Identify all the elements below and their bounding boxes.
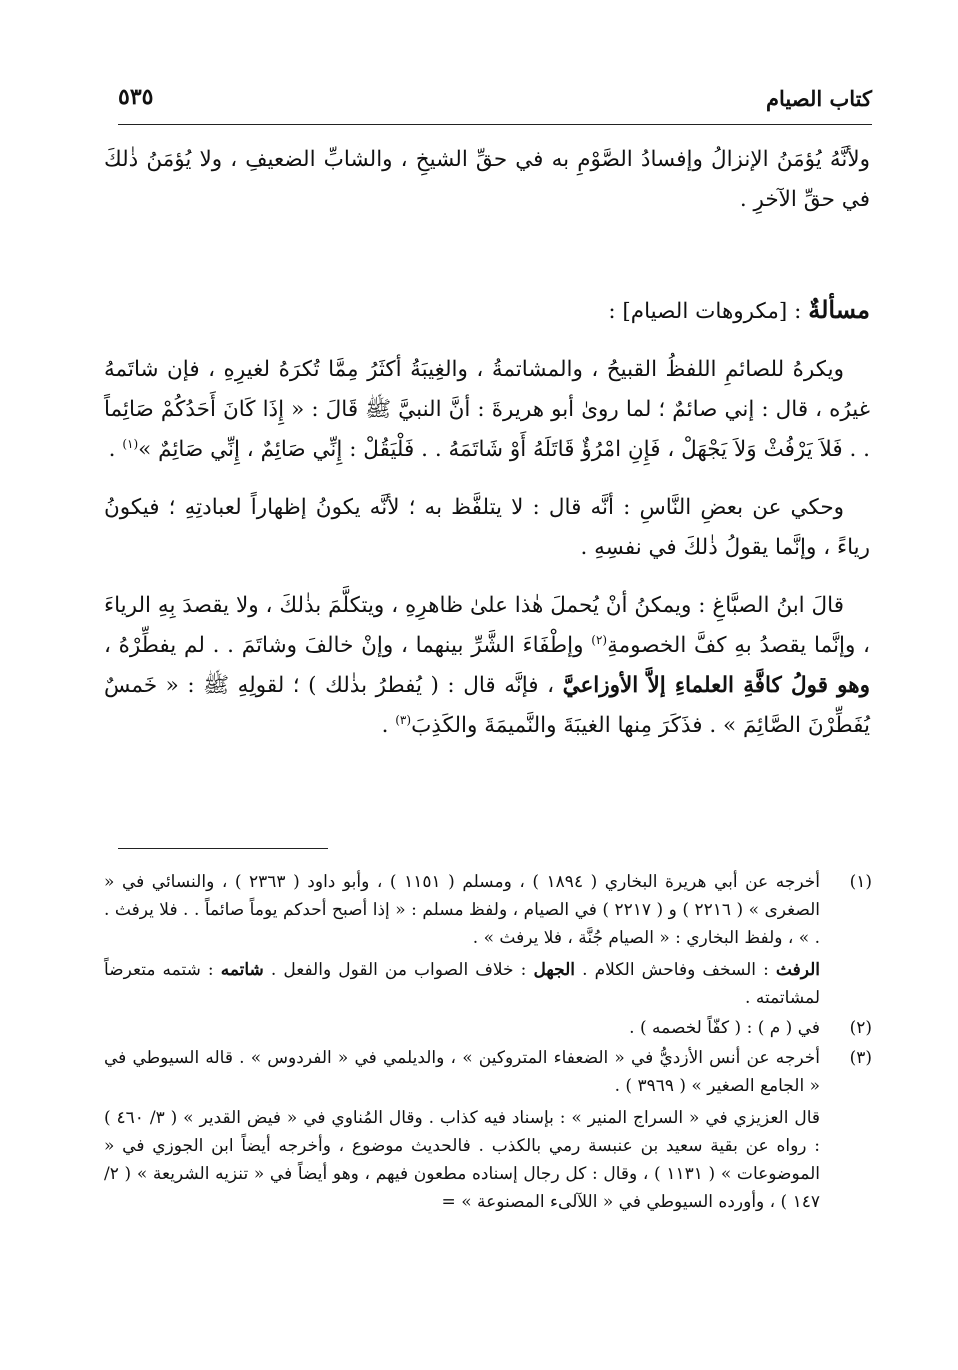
paragraph-4 (104, 586, 870, 746)
footnote-separator (118, 848, 328, 849)
glossary-def-1: : السخف وفاحش الكلام . (575, 960, 776, 980)
paragraph-2-text: ويكرهُ للصائمِ اللفظُ القبيحُ ، والمشاتمةُ ، والغِيبَةُ أكثَرُ مِمَّا تُكرَهُ لغيرِهِ ، فإن شاتَمهُ غيرُه ، قال : إني صائمٌ ؛ لما روىٰ أبو هريرةَ : أنَّ النبيَّ ﷺ قَالَ : « إِذَا كَانَ أَحَدُكُمْ صَائِماً . . فَلاَ يَرْفُثْ وَلاَ يَجْهَلْ ، فَإِنِ امْرُؤٌ قَاتَلَهُ أَوْ شَاتَمَهُ . . فَلْيَقُلْ : إِنِّي صَائِمٌ ، إِنِّي صَائِمٌ » (104, 357, 870, 462)
page-header (118, 80, 872, 125)
paragraph-1-text: ولأنَّهُ يُؤمَنُ الإنزالُ وإفسادُ الصَّوْمِ به في حقِّ الشيخِ ، والشابِّ الضعيفِ ، ولا يُؤمَنُ ذٰلكَ في حقِّ الآخرِ . (104, 147, 870, 212)
footnote-1-number: (١) (849, 872, 872, 892)
glossary-word-2: الجهل (533, 960, 576, 980)
glossary-def-2: : خلاف الصواب من القول والفعل . (263, 960, 534, 980)
glossary-word-3: شاتمه (220, 960, 264, 980)
section-gap (104, 238, 870, 290)
footnote-3-text: أخرجه عن أنس الأزديُّ في « الضعفاء المتروكين » ، والديلمي في « الفردوس » . قاله السيوطي في « الجامع الصغير » ( ٣٩٦٩ ) . (104, 1048, 820, 1096)
paragraph-1 (104, 140, 870, 220)
footnote-1-text: أخرجه عن أبي هريرة البخاري ( ١٨٩٤ ) ، ومسلم ( ١١٥١ ) ، وأبو داود ( ٢٣٦٣ ) ، والنسائي في « الصغرى » ( ٢٢١٦ ) و ( ٢٢١٧ ) في الصيام ، ولفظ مسلم : « إذا أصبح أحدكم يوماً صائماً . . فلا يرفث . . » ، ولفظ البخاري : « الصيام جُنَّة ، فلا يرفث » . (104, 872, 821, 948)
glossary-def-3: : شتمه متعرضاً لمشاتمته . (104, 960, 820, 1008)
paragraph-4-part-c: ، فإنَّه قال : ( يُفطرُ بذٰلك ) ؛ لقولِهِ ﷺ : « خَمسٌ يُفَطِّرْنَ الصَّائِمَ » . فذَكَرَ مِنها الغيبَةَ والنَّميمَةَ والكَذِبَ (104, 673, 870, 738)
masala-heading (104, 290, 870, 332)
running-title: كتاب الصيام (766, 86, 872, 111)
masala-label: مسألةٌ (808, 295, 870, 324)
paragraph-4-bold: وهو قولُ كافَّةِ العلماءِ إلاَّ الأوزاعيَّ (562, 673, 871, 698)
glossary-word-1: الرفث (775, 960, 821, 980)
page-number: ٥٣٥ (118, 84, 154, 110)
footnote-ref-2[interactable]: (٢) (591, 632, 608, 647)
paragraph-3-text: وحكي عن بعضِ النَّاسِ : أنَّه قال : لا يتلفَّظ به ؛ لأنَّه يكونُ إظهاراً لعبادتِهِ ؛ فيكونُ رياءً ، وإنَّما يقولُ ذٰلكَ في نفسِهِ . (104, 495, 870, 560)
paragraph-2 (104, 350, 870, 470)
paragraph-3 (104, 488, 870, 568)
paragraph-4-end: . (381, 713, 396, 738)
paragraph-4-part-a: قالَ ابنُ الصبَّاغِ : ويمكنُ أنْ يُحملَ هٰذا علىٰ ظاهرِهِ ، ويتكلَّمَ بذٰلكَ ، ولا يقصدَ بِهِ الرياءَ ، وإنَّما يقصدُ بهِ كفَّ الخصومةِ (104, 593, 870, 658)
footnote-3 (104, 1044, 872, 1100)
paragraph-4-part-b: وإطْفَاءَ الشَّرِّ بينهما ، وإنْ خالفَ وشاتَمَ . . لم يفطِّرْهُ ، (104, 633, 592, 658)
masala-title: : [مكروهات الصيام] : (608, 299, 809, 324)
footnote-3-continuation: قال العزيزي في « السراج المنير » : بإسناد فيه كذاب . وقال المُناوي في « فيض القدير » ( ٣/ ٤٦٠ ) : رواه عن بقية سعيد بن عنبسة رمي بالكذب . فالحديث موضوع ، وأخرجه أيضاً ابن الجوزي في « الموضوعات » ( ١١٣١ ) ، وقال : كل رجال إسناده مطعون فيهم ، وهو أيضاً في « تنزيه الشريعة » ( ٢/ ١٤٧ ) ، وأورده السيوطي في « اللآلىء المصنوعة » = (104, 1108, 820, 1212)
footnote-1-glossary (104, 956, 820, 1012)
footnote-3-number: (٣) (849, 1048, 872, 1068)
footnote-ref-1[interactable]: (١) (122, 436, 139, 451)
footnote-2-number: (٢) (849, 1018, 872, 1038)
paragraph-2-end: . (108, 437, 123, 462)
footnotes (104, 868, 872, 1216)
footnote-2 (104, 1014, 872, 1042)
footnote-2-text: في ( م ) : ( كفّاً لخصمه ) . (629, 1018, 820, 1038)
main-text (104, 140, 870, 764)
footnote-1 (104, 868, 872, 1012)
footnote-ref-3[interactable]: (٣) (395, 712, 412, 727)
